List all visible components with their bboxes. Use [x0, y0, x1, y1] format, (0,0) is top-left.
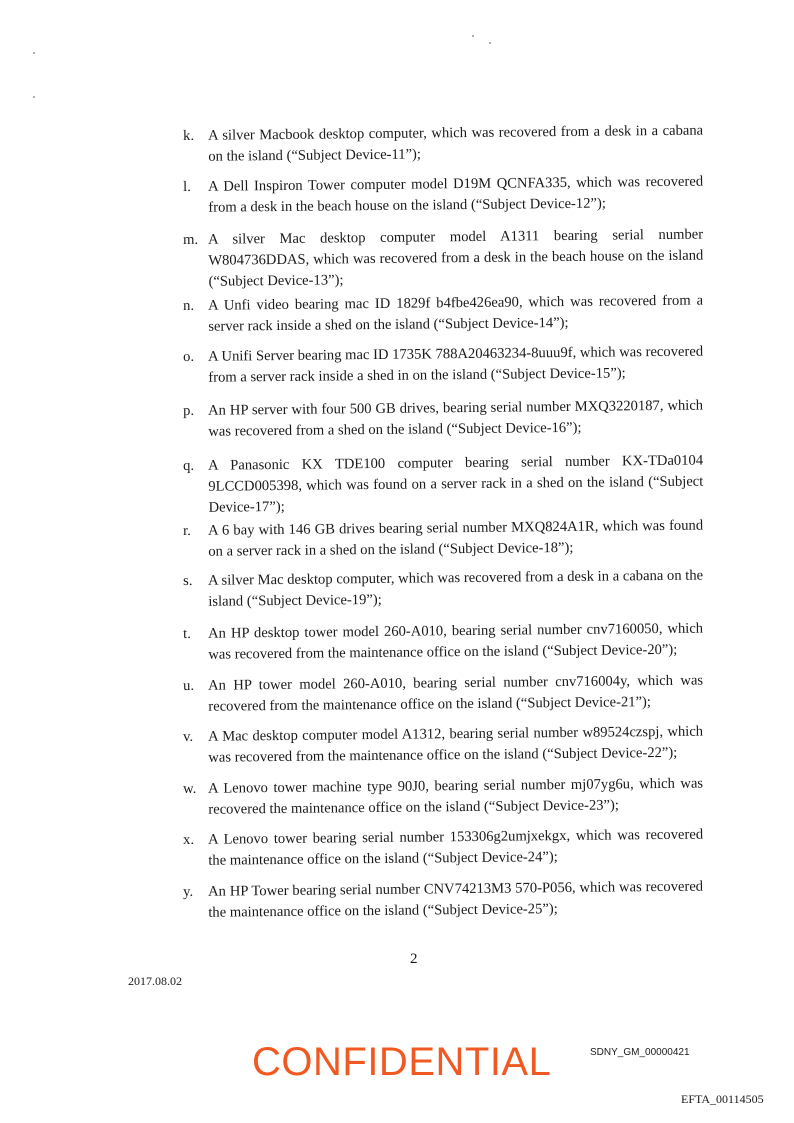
list-item-letter: s. — [183, 572, 193, 589]
list-item — [183, 619, 703, 666]
list-item — [183, 825, 703, 872]
list-item-text: A Dell Inspiron Tower computer model D19M QCNFA335, which was recovered from a desk in the beach house on the island (“Subject Device-12”); — [208, 173, 704, 216]
list-item-text: An HP desktop tower model 260-A010, bearing serial number cnv7160050, which was recovered from the maintenance office on the island (“Subject Device-20”); — [208, 620, 704, 663]
scan-speck — [472, 35, 474, 37]
list-item-text: A Lenovo tower machine type 90J0, bearing serial number mj07yg6u, which was recovered the maintenance office on the island (“Subject Device-23”); — [208, 775, 704, 818]
list-item — [183, 774, 703, 821]
list-item-letter: m. — [183, 231, 199, 248]
list-item-letter: y. — [183, 883, 194, 900]
list-item — [183, 172, 703, 219]
list-item-text: A Unfi video bearing mac ID 1829f b4fbe426ea90, which was recovered from a server rack inside a shed on the island (“Subject Device-14”); — [208, 292, 704, 335]
list-item-letter: v. — [183, 728, 194, 745]
list-item-letter: w. — [183, 780, 197, 797]
list-item-letter: q. — [183, 457, 195, 474]
list-item-text: A Panasonic KX TDE100 computer bearing serial number KX-TDa0104 9LCCD005398, which was found on a server rack in a shed on the island (“Subject Device-17”); — [208, 452, 704, 516]
list-item — [183, 877, 703, 924]
list-item-letter: u. — [183, 677, 195, 694]
list-item — [183, 566, 703, 613]
list-item-text: A silver Mac desktop computer model A1311 bearing serial number W804736DDAS, which was recovered from a desk in the beach house on the island (“Subject Device-13”); — [208, 226, 704, 290]
list-item-letter: n. — [183, 297, 195, 314]
confidential-stamp: CONFIDENTIAL — [252, 1040, 552, 1084]
document-date: 2017.08.02 — [128, 974, 182, 988]
scan-speck — [33, 52, 35, 54]
list-item-text: A Unifi Server bearing mac ID 1735K 788A20463234-8uuu9f, which was recovered from a server rack inside a shed in on the island (“Subject Device-15”); — [208, 343, 704, 386]
list-item-text: An HP server with four 500 GB drives, bearing serial number MXQ3220187, which was recovered from a shed on the island (“Subject Device-16”); — [208, 397, 704, 440]
list-item-letter: x. — [183, 831, 195, 848]
list-item-text: A silver Macbook desktop computer, which was recovered from a desk in a cabana on the island (“Subject Device-11”); — [208, 122, 704, 165]
list-item-letter: p. — [183, 402, 195, 419]
list-item-text: An HP Tower bearing serial number CNV74213M3 570-P056, which was recovered the maintenance office on the island (“Subject Device-25”); — [208, 878, 704, 921]
list-item — [183, 225, 704, 293]
list-item-letter: o. — [183, 348, 195, 365]
list-item-letter: t. — [183, 625, 191, 642]
list-item — [183, 516, 703, 563]
list-item — [183, 291, 703, 338]
list-item — [183, 671, 703, 718]
list-item — [183, 396, 703, 443]
list-item-text: A Mac desktop computer model A1312, bearing serial number w89524czspj, which was recovered from the maintenance office on the island (“Subject Device-22”); — [208, 723, 704, 766]
list-item-text: An HP tower model 260-A010, bearing serial number cnv716004y, which was recovered from the maintenance office on the island (“Subject Device-21”); — [208, 672, 704, 715]
list-item-letter: l. — [183, 178, 191, 195]
list-item — [183, 121, 703, 168]
list-item — [183, 451, 704, 519]
bates-number: SDNY_GM_00000421 — [590, 1047, 690, 1058]
list-item — [183, 722, 703, 769]
list-item-text: A Lenovo tower bearing serial number 153306g2umjxekgx, which was recovered the maintenance office on the island (“Subject Device-24”); — [208, 826, 704, 869]
list-item-text: A 6 bay with 146 GB drives bearing serial number MXQ824A1R, which was found on a server rack in a shed on the island (“Subject Device-18”); — [208, 517, 704, 560]
scan-speck — [489, 42, 491, 44]
scan-speck — [33, 96, 35, 98]
list-item-text: A silver Mac desktop computer, which was recovered from a desk in a cabana on the island (“Subject Device-19”); — [208, 567, 704, 610]
list-item — [183, 342, 703, 389]
page-number: 2 — [410, 951, 418, 967]
efta-number: EFTA_00114505 — [681, 1092, 764, 1106]
list-item-letter: r. — [183, 522, 191, 539]
list-item-letter: k. — [183, 127, 195, 144]
